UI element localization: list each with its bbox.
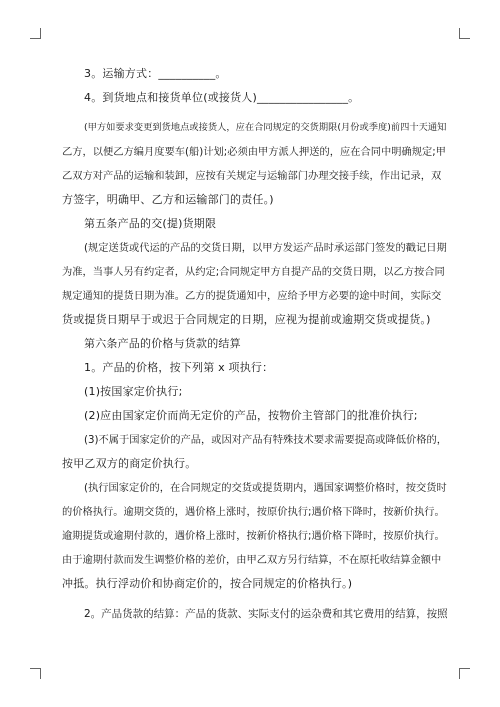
paragraph: 2。产品货款的结算：产品的货款、实际支付的运杂费和其它费用的结算，按照 — [84, 608, 448, 620]
paragraph: 按甲乙双方的商定价执行。 — [62, 457, 197, 470]
paragraph: 冲抵。执行浮动价和协商定价的，按合同规定的价格执行。) — [62, 577, 353, 590]
paragraph: 乙双方对产品的运输和装卸，应按有关规定与运输部门办理交接手续，作出记录，双 — [62, 170, 442, 182]
paragraph: 由于逾期付款而发生调整价格的差价，由甲乙双方另行结算，不在原托收结算金额中 — [62, 554, 442, 566]
paragraph: 货或提货日期早于或迟于合同规定的日期，应视为提前或逾期交货或提货。) — [62, 313, 431, 326]
paragraph: 逾期提货或逾期付款的，遇价格上涨时，按新价格执行;遇价格下降时，按原价执行。 — [62, 530, 445, 542]
paragraph: (3)不属于国家定价的产品，或因对产品有特殊技术要求需要提高或降低价格的， — [84, 434, 448, 446]
paragraph: 3。运输方式：__________。 — [84, 67, 227, 80]
paragraph: (甲方如要求变更到货地点或接货人，应在合同规定的交货期限(月份或季度)前四十天通知 — [84, 122, 447, 133]
crop-mark-bottom-left — [30, 668, 41, 679]
crop-mark-top-left — [30, 28, 41, 39]
paragraph: 4。到货地点和接货单位(或接货人)________________。 — [84, 91, 360, 104]
paragraph: 乙方，以便乙方编月度要车(船)计划;必须由甲方派人押送的，应在合同中明确规定;甲 — [62, 146, 446, 158]
paragraph: (2)应由国家定价而尚无定价的产品，按物价主管部门的批准价执行; — [84, 409, 418, 422]
paragraph: 规定通知的提货日期为准。乙方的提货通知中，应给予甲方必要的途中时间，实际交 — [62, 290, 442, 302]
paragraph: (规定送货或代运的产品的交货日期，以甲方发运产品时承运部门签发的戳记日期 — [84, 242, 447, 254]
section-heading: 第六条产品的价格与货款的结算 — [84, 337, 241, 350]
paragraph: (执行国家定价的，在合同规定的交货或提货期内，遇国家调整价格时，按交货时 — [84, 482, 447, 494]
paragraph: 的价格执行。逾期交货的，遇价格上涨时，按原价执行;遇价格下降时，按新价执行。 — [62, 506, 445, 518]
paragraph: 为准，当事人另有约定者，从约定;合同规定甲方自提产品的交货日期，以乙方按合同 — [62, 266, 445, 278]
crop-mark-bottom-right — [459, 668, 470, 679]
section-heading: 第五条产品的交(提)货期限 — [84, 217, 217, 230]
paragraph: (1)按国家定价执行; — [84, 385, 183, 398]
paragraph: 1。产品的价格，按下列第 x 项执行： — [84, 361, 274, 374]
paragraph: 方签字，明确甲、乙方和运输部门的责任。) — [62, 193, 274, 206]
document-body — [62, 62, 450, 626]
crop-mark-top-right — [459, 28, 470, 39]
